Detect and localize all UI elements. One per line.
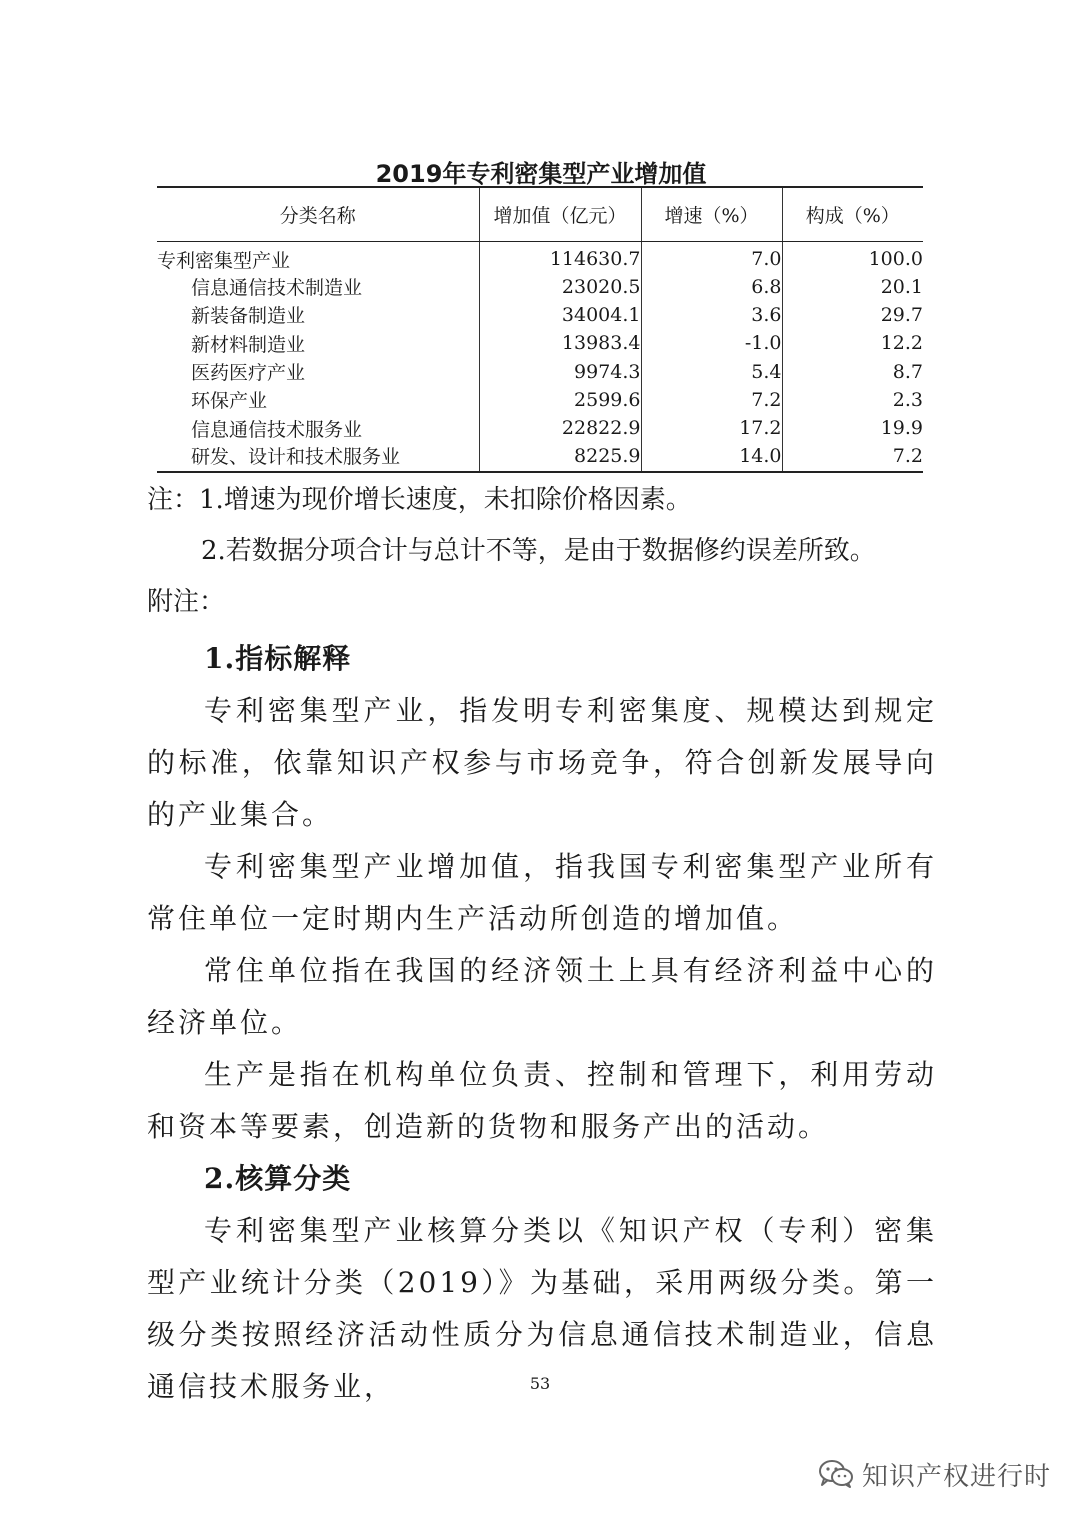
table-row (157, 241, 923, 273)
row-share: 20.1 (782, 273, 923, 301)
table-row (157, 442, 923, 472)
row-value: 2599.6 (479, 386, 641, 414)
row-growth: 5.4 (641, 357, 782, 385)
watermark-text: 知识产权进行时 (862, 1461, 1052, 1492)
row-value: 8225.9 (479, 442, 641, 472)
row-name: 专利密集型产业 (157, 249, 291, 272)
page-number: 53 (529, 1374, 551, 1393)
row-share: 12.2 (782, 329, 923, 357)
paragraph: 专利密集型产业核算分类以《知识产权（专利）密集型产业统计分类（2019）》为基础，采用两级分类。第一级分类按照经济活动性质分为信息通信技术制造业，信息通信技术服务业， (147, 1214, 937, 1403)
row-share: 7.2 (782, 442, 923, 472)
row-name: 新装备制造业 (191, 305, 306, 328)
wechat-icon (818, 1459, 854, 1489)
row-name: 信息通信技术制造业 (191, 277, 363, 300)
row-share: 100.0 (782, 241, 923, 273)
paragraph: 常住单位指在我国的经济领土上具有经济利益中心的经济单位。 (147, 954, 937, 1039)
row-name: 医药医疗产业 (191, 362, 306, 385)
table-row (157, 386, 923, 414)
row-share: 29.7 (782, 301, 923, 329)
table-row (157, 414, 923, 442)
row-share: 2.3 (782, 386, 923, 414)
row-share: 8.7 (782, 357, 923, 385)
paragraph: 专利密集型产业，指发明专利密集度、规模达到规定的标准，依靠知识产权参与市场竞争，符合创新发展导向的产业集合。 (147, 694, 937, 831)
row-name: 新材料制造业 (191, 333, 306, 356)
section-heading-classification: 2.核算分类 (204, 1162, 352, 1195)
column-header-share: 构成（%） (782, 187, 923, 241)
column-header-growth: 增速（%） (641, 187, 782, 241)
row-name: 环保产业 (191, 390, 268, 413)
row-value: 114630.7 (479, 241, 641, 273)
note-2: 2.若数据分项合计与总计不等，是由于数据修约误差所致。 (201, 536, 876, 566)
row-growth: 3.6 (641, 301, 782, 329)
row-name: 信息通信技术服务业 (191, 418, 363, 441)
paragraph: 生产是指在机构单位负责、控制和管理下，利用劳动和资本等要素，创造新的货物和服务产出的活动。 (147, 1058, 937, 1143)
row-share: 19.9 (782, 414, 923, 442)
row-growth: 6.8 (641, 273, 782, 301)
table-notes (147, 480, 947, 633)
paragraph: 专利密集型产业增加值，指我国专利密集型产业所有常住单位一定时期内生产活动所创造的增加值。 (147, 850, 937, 935)
column-header-value: 增加值（亿元） (479, 187, 641, 241)
row-value: 22822.9 (479, 414, 641, 442)
table-title: 2019年专利密集型产业增加值 (375, 160, 707, 188)
table-row (157, 301, 923, 329)
column-header-category: 分类名称 (157, 187, 479, 241)
row-growth: 17.2 (641, 414, 782, 442)
section-heading-indicators: 1.指标解释 (204, 642, 352, 675)
row-value: 9974.3 (479, 357, 641, 385)
row-growth: 14.0 (641, 442, 782, 472)
appendix-label: 附注： (147, 587, 226, 617)
row-value: 23020.5 (479, 273, 641, 301)
table-header-row (157, 187, 923, 241)
row-growth: 7.0 (641, 241, 782, 273)
watermark (818, 1454, 1051, 1494)
row-value: 34004.1 (479, 301, 641, 329)
data-table (157, 186, 923, 473)
table-row (157, 329, 923, 357)
body-text (147, 633, 937, 1413)
note-1: 注：1.增速为现价增长速度，未扣除价格因素。 (147, 485, 692, 515)
row-value: 13983.4 (479, 329, 641, 357)
row-growth: -1.0 (641, 329, 782, 357)
row-name: 研发、设计和技术服务业 (157, 442, 479, 472)
table-row (157, 273, 923, 301)
table-row (157, 357, 923, 385)
row-growth: 7.2 (641, 386, 782, 414)
